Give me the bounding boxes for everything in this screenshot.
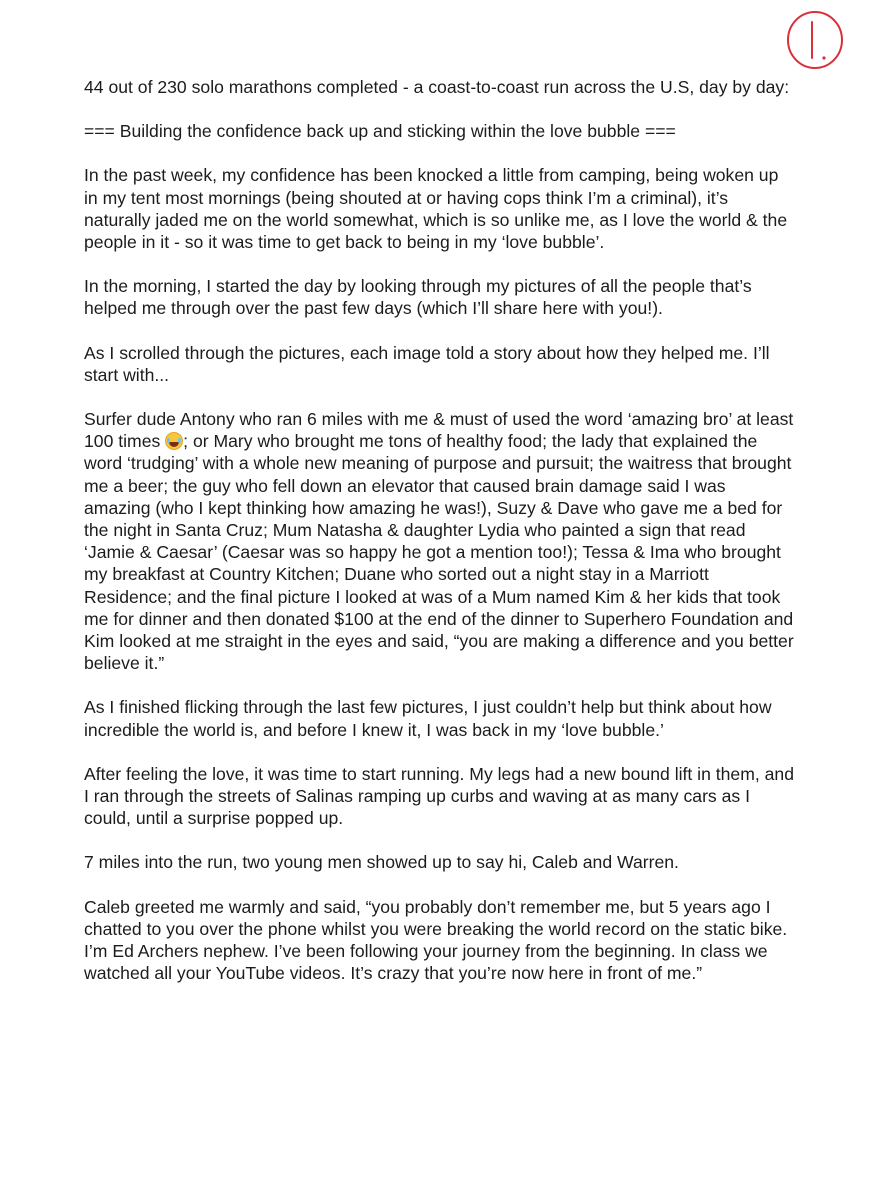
morning-paragraph: In the morning, I started the day by looking through my pictures of all the people that’s helped me through over the past few days (which I’ll share here with you!). bbox=[84, 276, 752, 319]
helpers-text-rest: ; or Mary who brought me tons of healthy food; the lady that explained the word ‘trudging’ with a whole new meaning of purpose and pursuit; the waitress that brought me a beer; the guy who fell down an elevator that caused brain damage said I was amazing (who I kept thinking how amazing he was!), Suzy & Dave who gave me a bed for the night in Santa Cruz; Mum Natasha & daughter Lydia who painted a sign that read ‘Jamie & Caesar’ (Caesar was so happy he got a mention too!); Tessa & Ima who brought my breakfast at Country Kitchen; Duane who sorted out a night stay in a Marriott Residence; and the final picture I looked at was of a Mum named Kim & her kids that took me for dinner and then donated $100 at the end of the dinner to Superhero Foundation and Kim looked at me straight in the eyes and said, “you are making a difference and you better believe it.” bbox=[84, 431, 794, 674]
document-body bbox=[84, 76, 796, 1007]
page-number-circle bbox=[788, 12, 842, 68]
handwritten-page-number bbox=[784, 8, 846, 72]
confidence-paragraph: In the past week, my confidence has been knocked a little from camping, being woken up in my tent most mornings (being shouted at or having cops think I’m a criminal), it’s naturally jaded me on the world somewhat, which is so unlike me, as I love the world & the people in it - so it was time to get back to being in my ‘love bubble’. bbox=[84, 165, 788, 253]
miles-paragraph: 7 miles into the run, two young men showed up to say hi, Caleb and Warren. bbox=[84, 852, 679, 873]
love-bubble-paragraph: As I finished flicking through the last few pictures, I just couldn’t help but think about how incredible the world is, and before I knew it, I was back in my ‘love bubble.’ bbox=[84, 697, 772, 740]
caleb-paragraph: Caleb greeted me warmly and said, “you probably don’t remember me, but 5 years ago I chatted to you over the phone whilst you were breaking the world record on the static bike. I’m Ed Archers nephew. I’ve been following your journey from the beginning. In class we watched all your YouTube videos. It’s crazy that you’re now here in front of me.” bbox=[84, 896, 788, 984]
face-with-tears-of-joy-icon bbox=[165, 432, 183, 450]
section-heading: === Building the confidence back up and sticking within the love bubble === bbox=[84, 121, 676, 142]
pictures-paragraph: As I scrolled through the pictures, each image told a story about how they helped me. I’ll start with... bbox=[84, 342, 770, 385]
intro-paragraph: 44 out of 230 solo marathons completed - a coast-to-coast run across the U.S, day by day: bbox=[84, 77, 790, 97]
page-number-dot bbox=[822, 56, 825, 59]
running-paragraph: After feeling the love, it was time to start running. My legs had a new bound lift in them, and I ran through the streets of Salinas ramping up curbs and waving at as many cars as I could, until a surprise popped up. bbox=[84, 763, 794, 829]
helpers-paragraph bbox=[84, 408, 796, 674]
helpers-text-start: Surfer dude Antony who ran 6 miles with me & must of used the word ‘amazing bro’ at least 100 times bbox=[84, 409, 794, 452]
